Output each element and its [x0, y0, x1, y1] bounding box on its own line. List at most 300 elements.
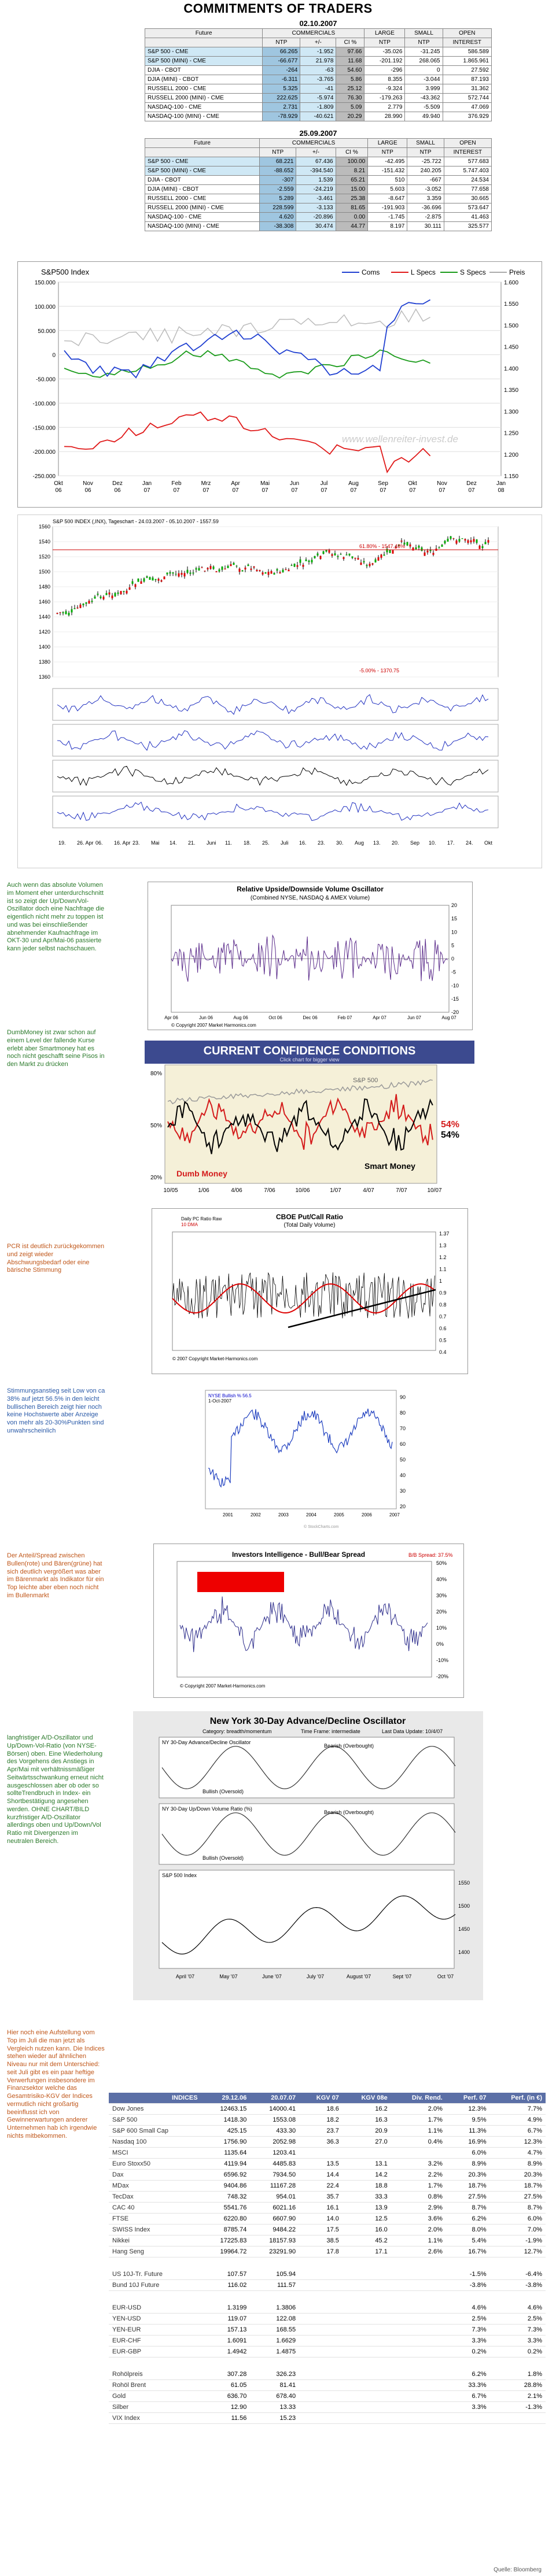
dumb-label: Dumb Money: [176, 1169, 227, 1178]
sub-header: INTEREST: [444, 148, 491, 157]
x-tick: 16.: [299, 840, 307, 846]
table-cell: 4.620: [260, 213, 296, 222]
table-row: [109, 2336, 546, 2346]
table-cell: 122.08: [250, 2314, 299, 2325]
x-tick: Jun 07: [407, 1015, 422, 1020]
x-tick-year: 07: [173, 487, 180, 494]
table-row: [109, 2369, 546, 2380]
table-cell: 4.7%: [490, 2148, 546, 2159]
table-cell: NASDAQ-100 (MINI) - CME: [145, 222, 260, 231]
y-tick: 1.3: [439, 1242, 447, 1249]
indices-header: 29.12.06: [201, 2093, 251, 2104]
y-tick: 0: [52, 352, 56, 359]
table-cell: 1.3806: [250, 2303, 299, 2314]
cot-date: 02.10.2007: [299, 19, 337, 28]
table-cell: -35.026: [364, 47, 405, 57]
table-cell: 33.3%: [446, 2380, 490, 2391]
x-tick-year: 07: [350, 487, 357, 494]
x-tick: Oct '07: [437, 1974, 454, 1979]
y-tick: 1440: [38, 614, 50, 620]
indices-header: Div. Rend.: [391, 2093, 446, 2104]
x-tick: Aug 07: [441, 1015, 456, 1020]
table-cell: [299, 2325, 343, 2336]
candle-body: [332, 554, 333, 556]
table-cell: 81.41: [250, 2380, 299, 2391]
y-tick: 90: [400, 1394, 406, 1400]
table-cell: 16.2: [343, 2104, 391, 2115]
x-tick: 10.: [429, 840, 436, 846]
table-cell: 1.7%: [391, 2181, 446, 2192]
sub-header: INTEREST: [443, 38, 491, 47]
table-cell: -25.722: [407, 157, 444, 166]
table-cell: 20.9: [343, 2126, 391, 2137]
candle-body: [187, 570, 189, 573]
table-cell: 2.5%: [490, 2314, 546, 2325]
candle-body: [65, 611, 67, 614]
y-tick: 1: [439, 1278, 443, 1284]
bear-label: Bearish (Overbought): [324, 1809, 374, 1815]
y2-tick: 1.450: [504, 344, 519, 351]
table-cell: 111.57: [250, 2280, 299, 2291]
table-cell: 11167.28: [250, 2181, 299, 2192]
candle-body: [115, 593, 116, 597]
table-cell: -20.896: [296, 213, 336, 222]
table-cell: 31.362: [443, 84, 491, 94]
y-tick: 100.000: [34, 304, 56, 310]
col-small: SMALL: [407, 139, 444, 148]
y-tick: -150.000: [32, 425, 56, 432]
candle-body: [369, 564, 371, 566]
candle-body: [410, 545, 411, 547]
table-cell: EUR-GBP: [109, 2346, 201, 2357]
candle-body: [337, 556, 339, 557]
table-cell: 30.111: [407, 222, 444, 231]
volosc-panel: [148, 882, 473, 1030]
x-tick: 4/06: [231, 1187, 242, 1194]
table-cell: 586.589: [443, 47, 491, 57]
candle-body: [372, 563, 374, 564]
chart-sub: 1-Oct-2007: [208, 1398, 232, 1404]
table-row: [109, 2236, 546, 2246]
table-cell: [391, 2402, 446, 2413]
y-tick: 1500: [458, 1903, 470, 1909]
table-cell: -179.263: [364, 94, 405, 103]
table-cell: Silber: [109, 2402, 201, 2413]
table-cell: RUSSELL 2000 (MINI) - CME: [145, 203, 260, 213]
table-cell: 6.7%: [446, 2391, 490, 2402]
table-cell: 15.23: [250, 2413, 299, 2424]
chart-subtitle: Click chart for bigger view: [279, 1057, 340, 1063]
table-cell: 8.7%: [446, 2203, 490, 2214]
table-row: [109, 2170, 546, 2181]
candle-body: [450, 536, 452, 539]
table-cell: 7.0%: [490, 2225, 546, 2236]
candle-body: [329, 550, 330, 553]
table-cell: -3.133: [296, 203, 336, 213]
table-cell: 97.66: [336, 47, 364, 57]
candle-body: [485, 542, 487, 545]
y-tick: 10: [451, 929, 458, 935]
candle-body: [277, 569, 278, 571]
candle-body: [407, 542, 408, 546]
table-cell: [299, 2391, 343, 2402]
table-cell: YEN-USD: [109, 2314, 201, 2325]
x-tick: 18.: [244, 840, 251, 846]
table-cell: 2.5%: [446, 2314, 490, 2325]
table-cell: 2.9%: [391, 2203, 446, 2214]
candle-body: [314, 556, 316, 558]
table-cell: [343, 2280, 391, 2291]
table-row: [109, 2203, 546, 2214]
table-cell: TecDax: [109, 2192, 201, 2203]
note-pcr: PCR ist deutlich zurückgekommen und zeigt wieder Abschwungsbedarf oder eine bärische Stimmung: [7, 1243, 105, 1274]
table-cell: [391, 2346, 446, 2357]
table-row: [145, 166, 492, 176]
y-tick: 1.2: [439, 1254, 447, 1260]
table-cell: [299, 2280, 343, 2291]
table-cell: 17.8: [299, 2246, 343, 2257]
table-cell: 307.28: [201, 2369, 251, 2380]
table-cell: [490, 2413, 546, 2424]
candle-body: [323, 552, 325, 554]
table-cell: 14.2: [343, 2170, 391, 2181]
candle-body: [109, 593, 111, 595]
y-tick: 50.000: [38, 328, 56, 335]
table-cell: MDax: [109, 2181, 201, 2192]
table-cell: 954.01: [250, 2192, 299, 2203]
table-cell: 240.205: [407, 166, 444, 176]
y-tick: 0.4: [439, 1349, 447, 1355]
y2-tick: 1.600: [504, 280, 519, 286]
candle-body: [60, 612, 61, 613]
x-tick: Dez: [466, 480, 477, 487]
candle-body: [112, 595, 113, 598]
y-tick: 20%: [436, 1609, 447, 1615]
candle-body: [381, 554, 382, 557]
candle-body: [268, 572, 270, 575]
candle-body: [352, 556, 354, 558]
x-tick: Jun: [289, 480, 300, 487]
candle-body: [242, 571, 244, 572]
candle-body: [262, 572, 264, 574]
y-tick: 5: [451, 942, 455, 949]
candle-body: [285, 569, 287, 570]
table-cell: 12463.15: [201, 2104, 251, 2115]
candle-body: [71, 609, 73, 612]
table-cell: 35.7: [299, 2192, 343, 2203]
candle-body: [196, 568, 197, 569]
nyse-panel: [188, 1385, 422, 1535]
table-cell: -9.324: [364, 84, 405, 94]
table-cell: 1.6091: [201, 2336, 251, 2346]
y-tick: 0.9: [439, 1290, 447, 1296]
table-cell: 105.94: [250, 2269, 299, 2280]
x-tick: 06.: [95, 840, 103, 846]
nyse-bullish-chart: [188, 1385, 422, 1535]
table-row: [109, 2402, 546, 2413]
table-cell: 6.7%: [490, 2126, 546, 2137]
y-tick: 1400: [38, 644, 50, 650]
x-tick: 23.: [132, 840, 140, 846]
table-cell: [343, 2148, 391, 2159]
table-cell: [299, 2380, 343, 2391]
candle-body: [184, 573, 186, 576]
candle-body: [265, 572, 267, 573]
col-commercials: COMMERCIALS: [260, 139, 368, 148]
table-cell: 17.5: [299, 2225, 343, 2236]
table-cell: 3.3%: [446, 2336, 490, 2346]
table-cell: 1.8%: [490, 2369, 546, 2380]
candle-body: [415, 547, 417, 549]
candle-body: [138, 579, 139, 582]
table-cell: 23.7: [299, 2126, 343, 2137]
table-cell: 12.3%: [446, 2104, 490, 2115]
candle-body: [248, 565, 249, 566]
table-cell: 13.1: [343, 2159, 391, 2170]
table-cell: 5.289: [260, 194, 296, 203]
y-tick: -100.000: [32, 401, 56, 408]
table-row: [109, 2148, 546, 2159]
x-tick: 7/06: [264, 1187, 275, 1194]
sub-header: [145, 38, 263, 47]
table-cell: -201.192: [364, 57, 405, 66]
cot-chart-panel: [17, 261, 542, 508]
table-cell: Nasdaq 100: [109, 2137, 201, 2148]
table-cell: 6220.80: [201, 2214, 251, 2225]
sub-header: [145, 148, 260, 157]
table-cell: 636.70: [201, 2391, 251, 2402]
table-cell: 11.3%: [446, 2126, 490, 2137]
table-cell: 45.2: [343, 2236, 391, 2246]
candle-body: [222, 567, 223, 570]
table-cell: 5.86: [336, 75, 364, 84]
table-cell: 18.7%: [490, 2181, 546, 2192]
y-tick: 80: [400, 1410, 406, 1416]
table-cell: 8.9%: [490, 2159, 546, 2170]
table-cell: -3.8%: [446, 2280, 490, 2291]
table-cell: 12.7%: [490, 2246, 546, 2257]
table-cell: -191.903: [368, 203, 407, 213]
x-tick: 26. Apr: [77, 840, 94, 846]
table-cell: [299, 2336, 343, 2346]
table-row: [109, 2104, 546, 2115]
table-cell: 678.40: [250, 2391, 299, 2402]
table-cell: 16.1: [299, 2203, 343, 2214]
table-cell: 18.8: [343, 2181, 391, 2192]
chart-credit: © StockCharts.com: [304, 1525, 339, 1529]
candle-body: [170, 572, 171, 573]
candle-body: [378, 557, 380, 561]
y-tick: 0%: [436, 1641, 444, 1647]
table-cell: 577.683: [444, 157, 491, 166]
chart-subtitle: (Total Daily Volume): [283, 1222, 336, 1228]
candle-body: [68, 613, 70, 615]
y-tick: 0.6: [439, 1326, 447, 1331]
table-cell: -2.875: [407, 213, 444, 222]
table-cell: 14.0: [299, 2214, 343, 2225]
candle-body: [300, 560, 301, 563]
candle-body: [413, 547, 414, 550]
table-cell: 6607.90: [250, 2214, 299, 2225]
table-cell: 18157.93: [250, 2236, 299, 2246]
candle-body: [488, 540, 489, 542]
candle-body: [343, 557, 345, 559]
table-cell: 425.15: [201, 2126, 251, 2137]
table-cell: 8.197: [368, 222, 407, 231]
table-row: [109, 2126, 546, 2137]
table-cell: 61.05: [201, 2380, 251, 2391]
table-cell: 87.193: [443, 75, 491, 84]
table-row: [145, 94, 492, 103]
table-cell: 7.7%: [490, 2104, 546, 2115]
candle-body: [103, 597, 105, 599]
table-cell: 1756.90: [201, 2137, 251, 2148]
table-cell: 1.1%: [391, 2236, 446, 2246]
y-tick: -10: [451, 982, 459, 989]
candle-body: [164, 576, 165, 579]
table-cell: 27.0: [343, 2137, 391, 2148]
table-cell: DJIA (MINI) - CBOT: [145, 75, 263, 84]
table-cell: 14.4: [299, 2170, 343, 2181]
candle-body: [253, 567, 255, 568]
candle-body: [279, 572, 281, 573]
candle-body: [384, 554, 385, 556]
x-tick: Jan: [496, 480, 506, 487]
x-tick: 21.: [188, 840, 196, 846]
y-tick: 1540: [38, 539, 50, 545]
table-cell: 28.990: [364, 112, 405, 121]
table-cell: RUSSELL 2000 - CME: [145, 84, 263, 94]
table-cell: -41: [300, 84, 336, 94]
cot-chart: [18, 262, 542, 507]
candle-body: [141, 582, 142, 584]
candle-body: [129, 587, 131, 590]
table-cell: 67.436: [296, 157, 336, 166]
candle-body: [326, 550, 327, 552]
legend-label: Coms: [362, 268, 380, 276]
table-cell: 18.7%: [446, 2181, 490, 2192]
candle-body: [201, 567, 203, 568]
chart-credit: © Copyright 2007 Market Harmonics.com: [171, 1023, 256, 1028]
table-cell: NASDAQ-100 - CME: [145, 213, 260, 222]
candle-body: [172, 572, 174, 573]
candle-body: [317, 553, 319, 555]
x-tick: Sept '07: [392, 1974, 412, 1979]
candle-body: [193, 573, 194, 574]
table-cell: 11.68: [336, 57, 364, 66]
table-cell: 17225.83: [201, 2236, 251, 2246]
y2-tick: 1.200: [504, 451, 519, 458]
candle-body: [117, 593, 119, 594]
table-cell: 2.0%: [391, 2104, 446, 2115]
table-cell: S&P 500: [109, 2115, 201, 2126]
candle-body: [334, 553, 336, 555]
table-cell: -5.509: [405, 103, 443, 112]
x-tick: 10/07: [427, 1187, 442, 1194]
sub-header: NTP: [368, 148, 407, 157]
table-cell: [343, 2303, 391, 2314]
candle-body: [363, 561, 365, 562]
bear-label: Bearish (Overbought): [324, 1743, 374, 1749]
legend-1: Daily PC Ratio Raw: [181, 1216, 222, 1222]
table-cell: [446, 2413, 490, 2424]
table-cell: 8.7%: [490, 2203, 546, 2214]
table-cell: [299, 2303, 343, 2314]
table-cell: 33.3: [343, 2192, 391, 2203]
table-cell: 1135.64: [201, 2148, 251, 2159]
table-cell: 25.12: [336, 84, 364, 94]
y-tick: 40: [400, 1472, 406, 1478]
table-cell: US 10J-Tr. Future: [109, 2269, 201, 2280]
table-cell: [343, 2391, 391, 2402]
table-cell: [299, 2402, 343, 2413]
table-cell: 7934.50: [250, 2170, 299, 2181]
table-cell: -66.677: [263, 57, 300, 66]
table-cell: 18.6: [299, 2104, 343, 2115]
table-cell: DJIA (MINI) - CBOT: [145, 185, 260, 194]
spx-chart: [18, 515, 542, 868]
candle-body: [181, 573, 183, 575]
table-cell: Rohöl Brent: [109, 2380, 201, 2391]
y-tick: 1520: [38, 554, 50, 560]
table-cell: 20.3%: [490, 2170, 546, 2181]
indices-header: INDICES: [109, 2093, 201, 2104]
table-cell: 1.1%: [391, 2126, 446, 2137]
table-cell: 9.5%: [446, 2115, 490, 2126]
table-cell: 168.55: [250, 2325, 299, 2336]
candle-body: [473, 539, 475, 542]
table-cell: -3.052: [407, 185, 444, 194]
table-cell: -1.952: [300, 47, 336, 57]
x-tick: Feb 07: [337, 1015, 352, 1020]
x-tick: May '07: [219, 1974, 238, 1979]
table-cell: -394.540: [296, 166, 336, 176]
y-tick: 1360: [38, 674, 50, 680]
chart-title: CBOE Put/Call Ratio: [275, 1213, 344, 1221]
table-cell: -43.362: [405, 94, 443, 103]
y-tick: 50%: [436, 1560, 447, 1566]
y-tick: 50: [400, 1457, 406, 1463]
sub-panel: [53, 724, 498, 756]
y-tick: 50%: [150, 1123, 162, 1129]
table-cell: 7.3%: [490, 2325, 546, 2336]
table-cell: 1418.30: [201, 2115, 251, 2126]
y-tick: 20: [451, 902, 458, 908]
table-cell: 2052.98: [250, 2137, 299, 2148]
table-cell: 2.779: [364, 103, 405, 112]
x-tick: 30.: [336, 840, 344, 846]
x-tick-year: 07: [409, 487, 416, 494]
table-row: [145, 222, 492, 231]
table-cell: 572.744: [443, 94, 491, 103]
table-cell: 9484.22: [250, 2225, 299, 2236]
table-cell: -1.809: [300, 103, 336, 112]
table-cell: 9404.86: [201, 2181, 251, 2192]
table-cell: 1.3199: [201, 2303, 251, 2314]
chart-title: S&P500 Index: [41, 268, 90, 276]
table-row: [145, 75, 492, 84]
table-cell: 116.02: [201, 2280, 251, 2291]
table-cell: RUSSELL 2000 (MINI) - CME: [145, 94, 263, 103]
table-cell: [391, 2280, 446, 2291]
sub-header: NTP: [407, 148, 444, 157]
x-tick: 2003: [278, 1512, 289, 1518]
table-cell: 14000.41: [250, 2104, 299, 2115]
y2-tick: 1.500: [504, 323, 519, 330]
table-cell: 12.5: [343, 2214, 391, 2225]
table-cell: -3.765: [300, 75, 336, 84]
x-tick-year: 07: [321, 487, 327, 494]
